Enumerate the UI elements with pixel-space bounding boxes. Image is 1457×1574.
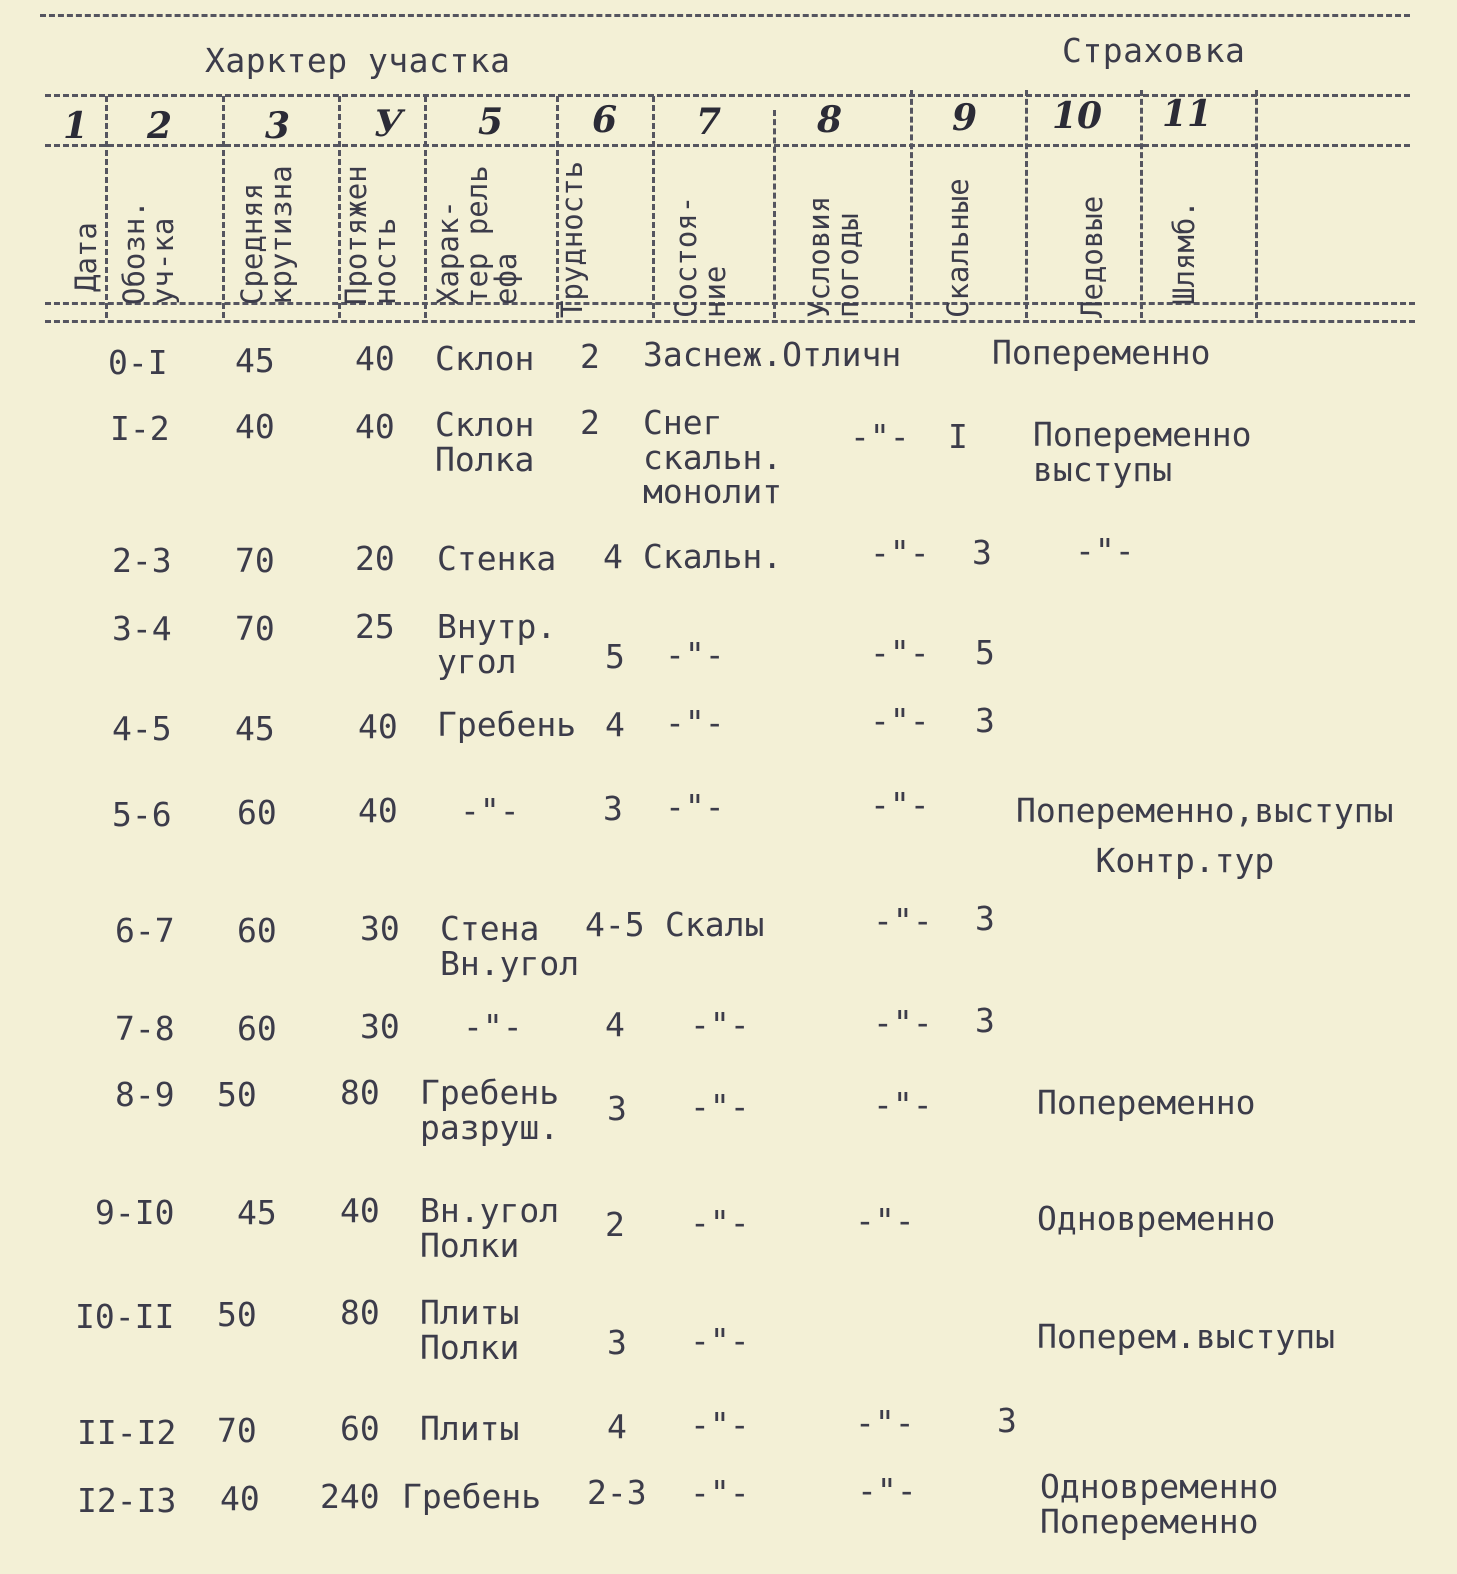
cell-condition: -"-: [665, 635, 725, 674]
cell-weather: -"-: [870, 633, 930, 672]
cell-section: 2-3: [112, 541, 172, 580]
column-number: У: [374, 103, 404, 145]
cell-weather: -"-: [870, 701, 930, 740]
top-rule: [40, 14, 1410, 17]
cell-relief: Внутр. угол: [437, 607, 557, 681]
column-number: 1: [63, 105, 89, 147]
column-number: 3: [265, 105, 291, 147]
column-number: 11: [1162, 93, 1213, 135]
cell-length: 40: [340, 1191, 380, 1230]
column-divider: [773, 110, 776, 318]
cell-length: 30: [360, 909, 400, 948]
cell-length: 20: [355, 539, 395, 578]
cell-difficulty: 2: [580, 337, 600, 376]
column-header-bolts: Шлямб.: [1167, 200, 1201, 305]
cell-rock: I: [948, 417, 968, 456]
column-header-condition: Состоя- ние: [669, 195, 732, 318]
column-number: 5: [478, 101, 504, 143]
column-divider: [1140, 90, 1143, 318]
cell-insurance: Попеременно: [1037, 1083, 1256, 1122]
cell-difficulty: 4: [607, 1407, 627, 1446]
cell-condition: Скалы: [665, 905, 765, 944]
header-rule-4: [45, 320, 1415, 323]
cell-difficulty: 4-5: [585, 905, 645, 944]
cell-section: 0-I: [108, 343, 168, 382]
cell-relief: Вн.угол Полки: [420, 1191, 560, 1265]
column-number: 9: [952, 97, 978, 139]
column-header-relief: Харак- тер рель ефа: [431, 165, 523, 305]
cell-length: 40: [358, 791, 398, 830]
cell-insurance: Одновременно Попеременно: [1040, 1467, 1279, 1541]
column-header-section: Обозн. уч-ка: [117, 200, 180, 305]
column-divider: [222, 96, 225, 318]
column-divider: [910, 90, 913, 318]
column-header-steepness: Средняя крутизна: [235, 165, 298, 305]
cell-steepness: 45: [235, 709, 275, 748]
cell-relief: Склон Полка: [435, 405, 535, 479]
cell-condition: Снег скальн. монолит: [643, 403, 783, 512]
cell-steepness: 50: [217, 1295, 257, 1334]
cell-length: 240: [320, 1477, 380, 1516]
column-header-date: Дата: [69, 222, 103, 292]
cell-rock: 3: [975, 1001, 995, 1040]
cell-section: II-I2: [77, 1413, 177, 1452]
cell-rock: 3: [972, 533, 992, 572]
cell-insurance: Поперем.выступы: [1037, 1317, 1336, 1356]
cell-relief: Плиты Полки: [420, 1293, 520, 1367]
cell-weather: -"-: [855, 1403, 915, 1442]
cell-condition: Скальн.: [643, 537, 783, 576]
column-number: 7: [696, 101, 722, 143]
cell-rock: 5: [975, 633, 995, 672]
cell-length: 80: [340, 1293, 380, 1332]
cell-length: 25: [355, 607, 395, 646]
column-divider: [1025, 90, 1028, 318]
cell-length: 30: [360, 1007, 400, 1046]
cell-steepness: 40: [220, 1479, 260, 1518]
cell-difficulty: 2-3: [587, 1473, 647, 1512]
cell-weather: -"-: [873, 1003, 933, 1042]
cell-insurance: Попеременно выступы: [1033, 415, 1252, 489]
cell-condition: -"-: [665, 703, 725, 742]
cell-length: 40: [355, 339, 395, 378]
column-number: 10: [1052, 95, 1103, 137]
cell-insurance: -"-: [1075, 531, 1135, 570]
column-number: 2: [147, 105, 173, 147]
cell-weather: -"-: [850, 417, 910, 456]
cell-condition: -"-: [690, 1087, 750, 1126]
cell-section: 5-6: [112, 795, 172, 834]
column-divider: [652, 96, 655, 318]
cell-insurance: Попеременно: [992, 333, 1211, 372]
cell-length: 40: [358, 707, 398, 746]
cell-difficulty: 2: [605, 1205, 625, 1244]
cell-condition: -"-: [690, 1005, 750, 1044]
cell-weather: -"-: [870, 785, 930, 824]
cell-length: 80: [340, 1073, 380, 1112]
cell-insurance: Попеременно,выступы Контр.тур: [1016, 791, 1394, 880]
column-header-difficulty: Трудность: [555, 160, 589, 318]
section-character-title: Харктер участка: [205, 41, 511, 80]
cell-weather: -"-: [873, 1085, 933, 1124]
column-header-ice: Ледовые: [1075, 195, 1109, 318]
cell-length: 60: [340, 1409, 380, 1448]
cell-section: 3-4: [112, 609, 172, 648]
cell-difficulty: 4: [603, 537, 623, 576]
cell-relief: Стена Вн.угол: [440, 909, 580, 983]
cell-relief: Склон: [435, 339, 535, 378]
cell-weather: -"-: [873, 901, 933, 940]
cell-difficulty: 5: [605, 637, 625, 676]
cell-relief: -"-: [463, 1007, 523, 1046]
cell-relief: -"-: [460, 791, 520, 830]
column-number: 8: [817, 99, 843, 141]
cell-length: 40: [355, 407, 395, 446]
cell-weather: -"-: [870, 533, 930, 572]
cell-condition: -"-: [690, 1473, 750, 1512]
cell-difficulty: 3: [603, 789, 623, 828]
column-header-length: Протяжен ность: [339, 165, 402, 305]
cell-steepness: 70: [235, 541, 275, 580]
cell-condition: Заснеж.Отличн: [643, 335, 902, 374]
cell-steepness: 40: [235, 407, 275, 446]
cell-relief: Гребень: [402, 1477, 542, 1516]
cell-rock: 3: [975, 701, 995, 740]
cell-steepness: 60: [237, 1009, 277, 1048]
column-header-weather: Условия погоды: [802, 195, 865, 318]
cell-section: 8-9: [115, 1075, 175, 1114]
cell-weather: -"-: [855, 1201, 915, 1240]
header-rule-2: [45, 144, 1410, 147]
cell-relief: Плиты: [420, 1409, 520, 1448]
cell-difficulty: 3: [607, 1323, 627, 1362]
cell-difficulty: 4: [605, 1005, 625, 1044]
cell-section: I0-II: [75, 1297, 175, 1336]
cell-section: 7-8: [115, 1009, 175, 1048]
cell-relief: Стенка: [437, 539, 557, 578]
cell-section: I2-I3: [77, 1481, 177, 1520]
cell-relief: Гребень: [437, 705, 577, 744]
column-number: 6: [592, 99, 618, 141]
column-header-rock: Скальные: [941, 178, 975, 318]
cell-difficulty: 3: [607, 1089, 627, 1128]
cell-steepness: 70: [235, 609, 275, 648]
cell-difficulty: 4: [605, 705, 625, 744]
cell-weather: -"-: [857, 1471, 917, 1510]
cell-condition: -"-: [665, 787, 725, 826]
cell-condition: -"-: [690, 1203, 750, 1242]
cell-steepness: 70: [217, 1411, 257, 1450]
cell-rock: 3: [997, 1401, 1017, 1440]
cell-section: 4-5: [112, 709, 172, 748]
cell-steepness: 60: [237, 911, 277, 950]
cell-section: 9-I0: [95, 1193, 175, 1232]
insurance-title: Страховка: [1062, 31, 1246, 70]
cell-insurance: Одновременно: [1037, 1199, 1276, 1238]
column-divider: [1255, 90, 1258, 318]
cell-rock: 3: [975, 899, 995, 938]
cell-steepness: 50: [217, 1075, 257, 1114]
cell-section: 6-7: [115, 911, 175, 950]
column-divider: [424, 96, 427, 318]
cell-section: I-2: [110, 409, 170, 448]
cell-difficulty: 2: [580, 403, 600, 442]
cell-steepness: 60: [237, 793, 277, 832]
cell-relief: Гребень разруш.: [420, 1073, 560, 1147]
cell-steepness: 45: [235, 341, 275, 380]
cell-condition: -"-: [690, 1405, 750, 1444]
column-divider: [105, 96, 108, 318]
cell-condition: -"-: [690, 1321, 750, 1360]
cell-steepness: 45: [237, 1193, 277, 1232]
